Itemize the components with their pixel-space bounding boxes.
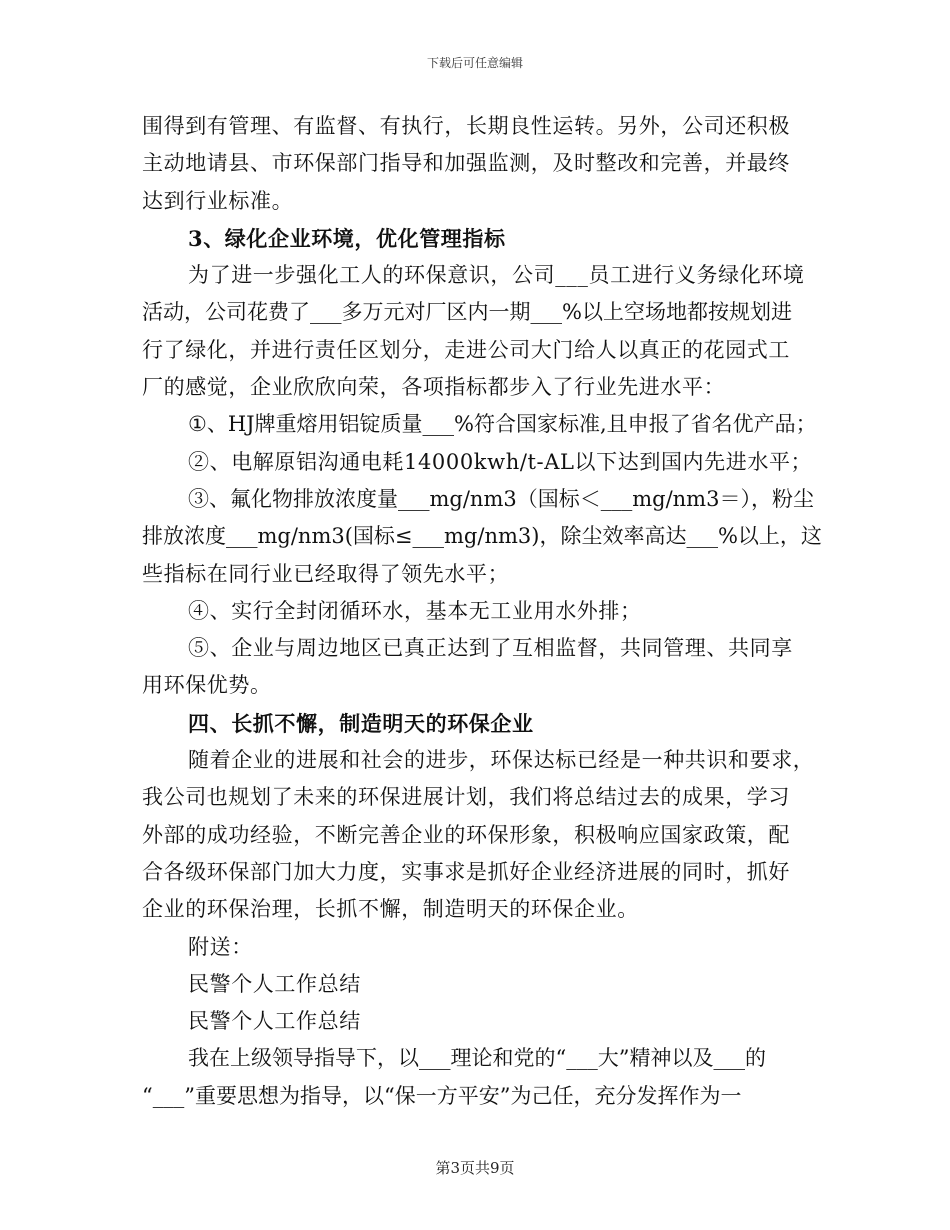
paragraph-line: 主动地请县、市环保部门指导和加强监测，及时整改和完善，并最终: [142, 151, 790, 176]
paragraph-line: 附送：: [188, 934, 253, 959]
paragraph-line: 用环保优势。: [142, 673, 272, 698]
paragraph-line: 我在上级领导指导下，以___理论和党的“___大”精神以及___的: [188, 1046, 766, 1071]
paragraph-line: 达到行业标准。: [142, 188, 294, 213]
paragraph-line: 民警个人工作总结: [188, 971, 361, 996]
paragraph-line: 外部的成功经验，不断完善企业的环保形象，积极响应国家政策，配: [142, 822, 790, 847]
paragraph-line: 企业的环保治理，长抓不懈，制造明天的环保企业。: [142, 897, 639, 922]
page-header: 下载后可任意编辑: [426, 56, 523, 70]
list-item: ⑤、企业与周边地区已真正达到了互相监督，共同管理、共同享: [188, 636, 793, 661]
list-item: ④、实行全封闭循环水，基本无工业用水外排；: [188, 598, 642, 623]
paragraph-line: 民警个人工作总结: [188, 1009, 361, 1034]
paragraph-line: 围得到有管理、有监督、有执行，长期良性运转。另外，公司还积极: [142, 114, 790, 138]
list-item: ②、电解原铝沟通电耗14000kwh/t-AL以下达到国内先进水平；: [188, 449, 813, 474]
paragraph-line: 些指标在同行业已经取得了领先水平；: [142, 561, 510, 586]
paragraph-line: 随着企业的进展和社会的进步，环保达标已经是一种共识和要求，: [188, 748, 815, 773]
paragraph-line: “___”重要思想为指导，以“保一方平安”为己任，充分发挥作为一: [142, 1083, 742, 1108]
paragraph-line: 合各级环保部门加大力度，实事求是抓好企业经济进展的同时，抓好: [142, 859, 790, 884]
paragraph-line: 活动，公司花费了___多万元对厂区内一期___%以上空场地都按规划进: [142, 300, 792, 325]
page-footer: 第3页共9页: [435, 1159, 515, 1177]
paragraph-line: 为了进一步强化工人的环保意识，公司___员工进行义务绿化环境: [188, 263, 805, 288]
paragraph-line: 排放浓度___mg/nm3(国标≤___mg/nm3)，除尘效率高达___%以上，这: [142, 524, 822, 549]
section-heading: 3、绿化企业环境，优化管理指标: [188, 225, 506, 251]
list-item: ③、氟化物排放浓度量___mg/nm3（国标＜___mg/nm3＝），粉尘: [188, 486, 814, 511]
document-body: [142, 108, 822, 1115]
paragraph-line: 行了绿化，并进行责任区划分，走进公司大门给人以真正的花园式工: [142, 337, 790, 362]
paragraph-line: 厂的感觉，企业欣欣向荣，各项指标都步入了行业先进水平：: [142, 375, 726, 400]
section-heading: 四、长抓不懈，制造明天的环保企业: [188, 710, 534, 736]
paragraph-line: 我公司也规划了未来的环保进展计划，我们将总结过去的成果，学习: [142, 785, 790, 810]
list-item: ①、HJ牌重熔用铝锭质量___%符合国家标准,且申报了省名优产品；: [188, 412, 817, 437]
